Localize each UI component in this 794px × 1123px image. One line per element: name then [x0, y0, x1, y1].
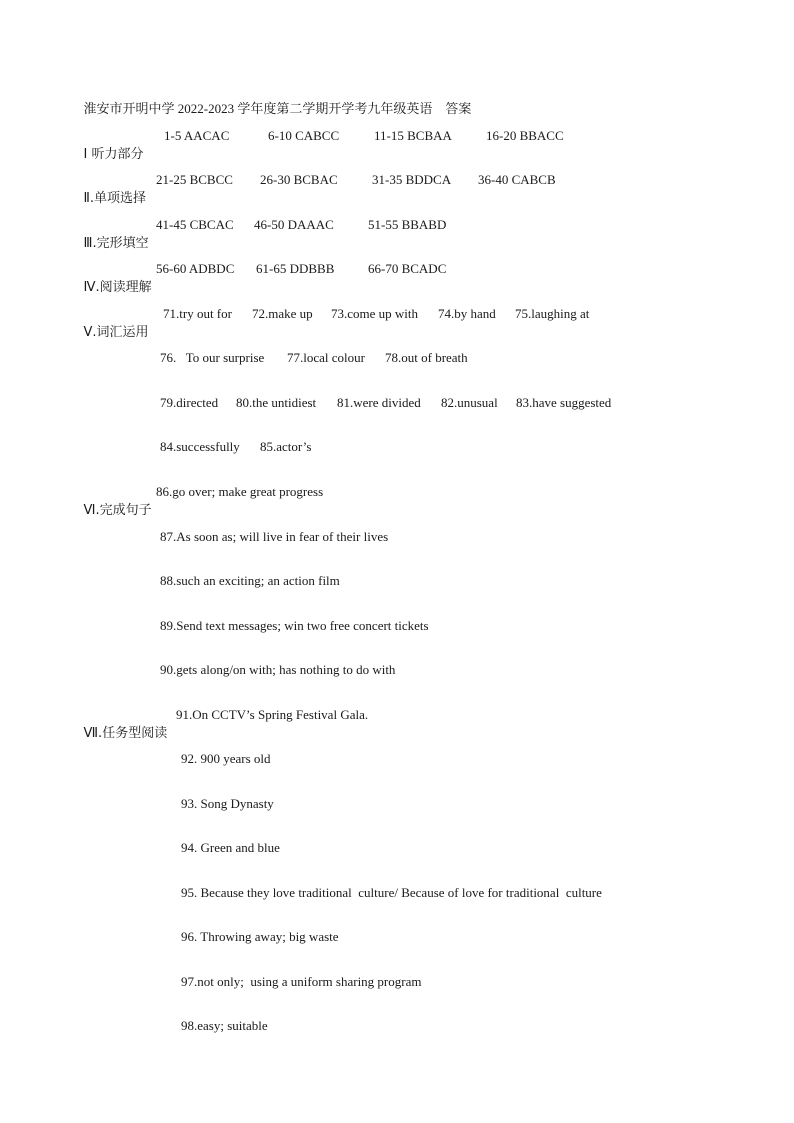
answer-item: 91.On CCTV’s Spring Festival Gala. [176, 707, 369, 722]
answer-item: 74.by hand [438, 306, 496, 321]
answer-group: 61-65 DDBBB [256, 261, 335, 276]
answer-item: 97.not only; using a uniform sharing program [181, 974, 422, 989]
answer-item: 76. To our surprise [160, 350, 265, 365]
section-task-reading [77, 706, 167, 743]
answer-item: 86.go over; make great progress [156, 484, 324, 499]
answer-item: 90.gets along/on with; has nothing to do with [160, 662, 396, 677]
answer-group: 1-5 AACAC [164, 128, 230, 143]
answer-item: 88.such an exciting; an action film [160, 573, 340, 588]
answer-group: 36-40 CABCB [478, 172, 556, 187]
section-listening [77, 127, 143, 164]
section-reading [77, 260, 152, 297]
section-label: Ⅰ 听力部分 [83, 147, 144, 162]
page-title [77, 82, 471, 118]
section-label: Ⅱ.单项选择 [83, 191, 147, 206]
section-label: Ⅲ.完形填空 [83, 236, 149, 251]
answer-item: 73.come up with [331, 306, 419, 321]
section-single-choice [77, 171, 146, 208]
answer-item: 98.easy; suitable [181, 1018, 268, 1033]
answer-group: 6-10 CABCC [268, 128, 340, 143]
section-complete-sentences [77, 483, 152, 520]
answer-group: 66-70 BCADC [368, 261, 447, 276]
answer-item: 72.make up [252, 306, 313, 321]
answer-item: 77.local colour [287, 350, 365, 365]
answer-item: 78.out of breath [385, 350, 468, 365]
answer-item: 80.the untidiest [236, 395, 317, 410]
answer-item: 71.try out for [163, 306, 232, 321]
answer-item: 79.directed [160, 395, 219, 410]
answer-group: 21-25 BCBCC [156, 172, 233, 187]
answer-item: 85.actor’s [260, 439, 312, 454]
title-text: 淮安市开明中学 2022-2023 学年度第二学期开学考九年级英语 答案 [83, 101, 472, 116]
answer-item: 84.successfully [160, 439, 240, 454]
answer-item: 92. 900 years old [181, 751, 271, 766]
section-label: Ⅶ.任务型阅读 [83, 726, 168, 741]
answer-group: 46-50 DAAAC [254, 217, 334, 232]
answer-item: 75.laughing at [515, 306, 590, 321]
answer-item: 95. Because they love traditional culture/ Because of love for traditional culture [181, 885, 602, 900]
answer-item: 96. Throwing away; big waste [181, 929, 339, 944]
answer-group: 11-15 BCBAA [374, 128, 452, 143]
section-label: Ⅵ.完成句子 [83, 503, 152, 518]
answer-item: 82.unusual [441, 395, 498, 410]
answer-group: 31-35 BDDCA [372, 172, 452, 187]
answer-item: 93. Song Dynasty [181, 796, 274, 811]
answer-item: 81.were divided [337, 395, 421, 410]
answer-item: 83.have suggested [516, 395, 612, 410]
answer-group: 51-55 BBABD [368, 217, 447, 232]
section-cloze [77, 216, 149, 253]
section-label: Ⅴ.词汇运用 [83, 325, 149, 340]
answer-item: 89.Send text messages; win two free concert tickets [160, 618, 429, 633]
section-vocabulary [77, 305, 149, 342]
section-label: Ⅳ.阅读理解 [83, 280, 152, 295]
answer-item: 94. Green and blue [181, 840, 280, 855]
answer-group: 26-30 BCBAC [260, 172, 338, 187]
answer-group: 56-60 ADBDC [156, 261, 235, 276]
answer-item: 87.As soon as; will live in fear of their lives [160, 529, 389, 544]
answer-group: 41-45 CBCAC [156, 217, 234, 232]
answer-group: 16-20 BBACC [486, 128, 564, 143]
